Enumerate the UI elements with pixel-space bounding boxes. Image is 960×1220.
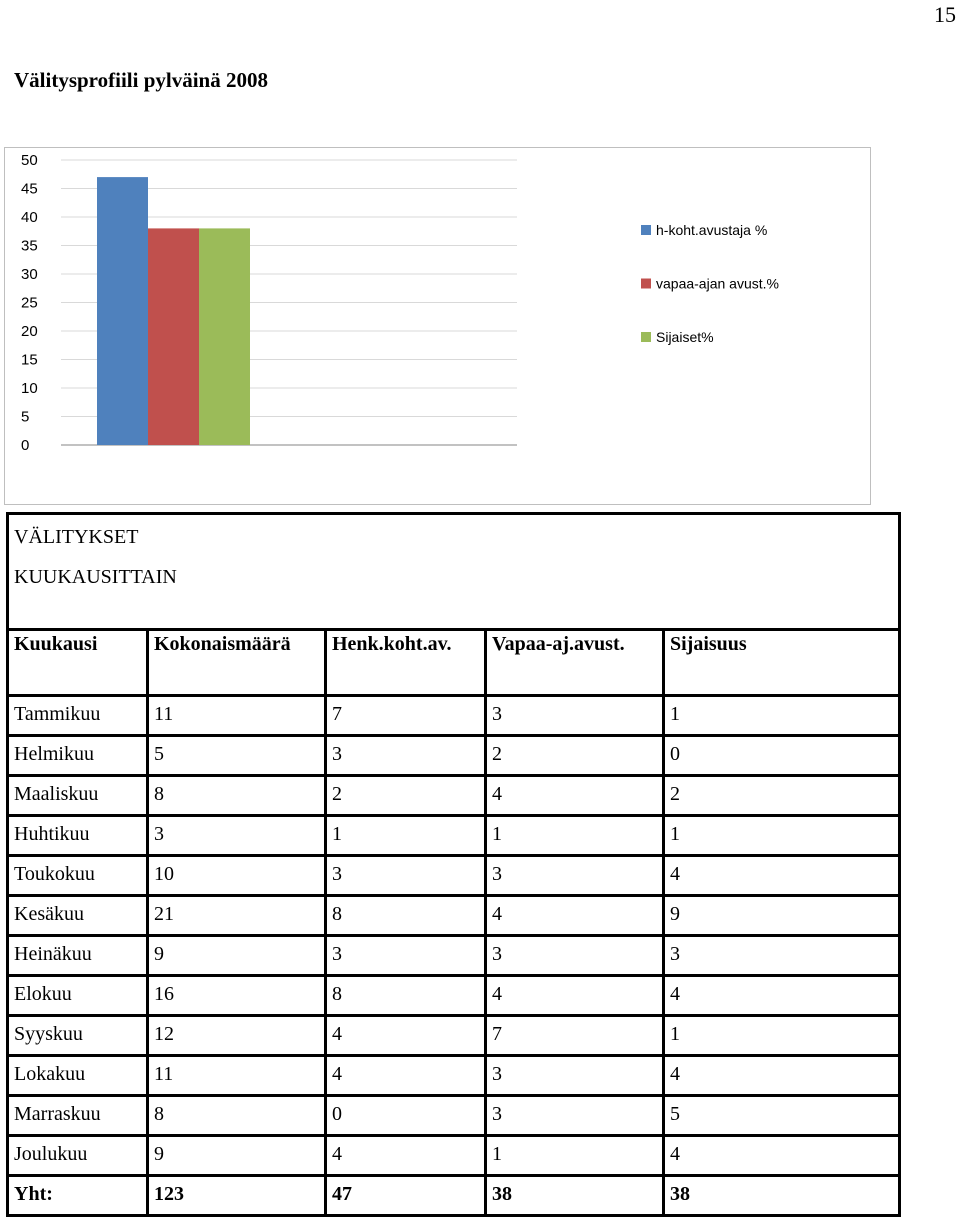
cell-month: Helmikuu: [9, 737, 149, 777]
table-row: [9, 857, 901, 897]
y-tick-label: 10: [21, 380, 38, 397]
cell-total: 8: [149, 1097, 327, 1137]
cell-personal-assistant: 3: [327, 937, 487, 977]
cell-substitute: 9: [665, 897, 901, 937]
cell-personal-assistant: 3: [327, 857, 487, 897]
table-row: [9, 777, 901, 817]
bar-chart: [5, 148, 870, 504]
table-total-row: [9, 1177, 901, 1217]
cell-total: 9: [149, 1137, 327, 1177]
cell-substitute: 5: [665, 1097, 901, 1137]
legend-label-1: h-koht.avustaja %: [656, 222, 768, 238]
y-tick-label: 5: [21, 408, 30, 426]
cell-leisure-assistant: 4: [487, 777, 665, 817]
cell-total: 8: [149, 777, 327, 817]
header-month: Kuukausi: [9, 631, 149, 697]
cell-substitute: 4: [665, 977, 901, 1017]
cell-personal-assistant: 2: [327, 777, 487, 817]
legend-swatch-2: [641, 279, 651, 289]
total-substitute: 38: [665, 1177, 901, 1217]
header-leisure-assistant: Vapaa-aj.avust.: [487, 631, 665, 697]
cell-total: 9: [149, 937, 327, 977]
cell-month: Kesäkuu: [9, 897, 149, 937]
table-title-line2: KUUKAUSITTAIN: [14, 566, 177, 588]
y-tick-label: 20: [21, 323, 38, 340]
cell-month: Lokakuu: [9, 1057, 149, 1097]
cell-total: 3: [149, 817, 327, 857]
cell-personal-assistant: 3: [327, 737, 487, 777]
y-tick-label: 40: [21, 209, 38, 226]
bar-series-2: [148, 228, 199, 445]
cell-leisure-assistant: 3: [487, 857, 665, 897]
legend-swatch-1: [641, 225, 651, 235]
cell-substitute: 2: [665, 777, 901, 817]
cell-personal-assistant: 4: [327, 1057, 487, 1097]
legend-label-3: Sijaiset%: [656, 329, 714, 345]
cell-total: 12: [149, 1017, 327, 1057]
table-title-cell: [9, 515, 901, 631]
legend-swatch-3: [641, 332, 651, 342]
total-label: Yht:: [9, 1177, 149, 1217]
cell-substitute: 1: [665, 817, 901, 857]
table-row: [9, 937, 901, 977]
document-title: Välitysprofiili pylväinä 2008: [14, 68, 268, 92]
bar-chart-frame: [4, 147, 871, 505]
cell-leisure-assistant: 1: [487, 817, 665, 857]
cell-personal-assistant: 4: [327, 1137, 487, 1177]
table-row: [9, 897, 901, 937]
cell-substitute: 1: [665, 1017, 901, 1057]
table-row: [9, 817, 901, 857]
cell-month: Toukokuu: [9, 857, 149, 897]
cell-substitute: 1: [665, 697, 901, 737]
table-row: [9, 697, 901, 737]
table-row: [9, 977, 901, 1017]
cell-leisure-assistant: 7: [487, 1017, 665, 1057]
y-tick-label: 30: [21, 266, 38, 283]
cell-leisure-assistant: 3: [487, 697, 665, 737]
cell-total: 10: [149, 857, 327, 897]
table-row: [9, 1097, 901, 1137]
cell-personal-assistant: 8: [327, 977, 487, 1017]
cell-leisure-assistant: 3: [487, 937, 665, 977]
header-total: Kokonaismäärä: [149, 631, 327, 697]
legend-label-2: vapaa-ajan avust.%: [656, 275, 779, 292]
table-title-row: [9, 515, 901, 631]
y-tick-label: 25: [21, 294, 38, 312]
cell-leisure-assistant: 2: [487, 737, 665, 777]
total-personal-assistant: 47: [327, 1177, 487, 1217]
cell-personal-assistant: 4: [327, 1017, 487, 1057]
bar-series-3: [199, 228, 250, 445]
bar-series-1: [97, 177, 148, 445]
table-row: [9, 1057, 901, 1097]
cell-month: Joulukuu: [9, 1137, 149, 1177]
cell-total: 16: [149, 977, 327, 1017]
table-row: [9, 1017, 901, 1057]
header-personal-assistant: Henk.koht.av.: [327, 631, 487, 697]
cell-total: 11: [149, 697, 327, 737]
cell-month: Heinäkuu: [9, 937, 149, 977]
cell-month: Huhtikuu: [9, 817, 149, 857]
cell-substitute: 4: [665, 857, 901, 897]
cell-leisure-assistant: 3: [487, 1097, 665, 1137]
cell-leisure-assistant: 4: [487, 897, 665, 937]
cell-personal-assistant: 8: [327, 897, 487, 937]
cell-total: 5: [149, 737, 327, 777]
cell-personal-assistant: 0: [327, 1097, 487, 1137]
y-tick-label: 0: [21, 437, 30, 454]
page-number: 15: [934, 2, 956, 27]
cell-month: Elokuu: [9, 977, 149, 1017]
table-row: [9, 1137, 901, 1177]
cell-month: Maaliskuu: [9, 777, 149, 817]
monthly-placements-table: [6, 512, 901, 1217]
y-tick-label: 50: [21, 152, 38, 169]
total-total: 123: [149, 1177, 327, 1217]
cell-personal-assistant: 1: [327, 817, 487, 857]
y-tick-label: 35: [21, 237, 38, 255]
table-header-row: [9, 631, 901, 697]
total-leisure-assistant: 38: [487, 1177, 665, 1217]
header-substitute: Sijaisuus: [665, 631, 901, 697]
table-title-line1: VÄLITYKSET: [14, 526, 139, 548]
cell-substitute: 3: [665, 937, 901, 977]
y-tick-label: 15: [21, 351, 38, 369]
cell-substitute: 4: [665, 1057, 901, 1097]
cell-substitute: 4: [665, 1137, 901, 1177]
cell-substitute: 0: [665, 737, 901, 777]
cell-personal-assistant: 7: [327, 697, 487, 737]
cell-total: 11: [149, 1057, 327, 1097]
cell-month: Marraskuu: [9, 1097, 149, 1137]
y-tick-label: 45: [21, 180, 38, 198]
table-row: [9, 737, 901, 777]
cell-leisure-assistant: 1: [487, 1137, 665, 1177]
cell-month: Syyskuu: [9, 1017, 149, 1057]
cell-total: 21: [149, 897, 327, 937]
cell-leisure-assistant: 4: [487, 977, 665, 1017]
cell-leisure-assistant: 3: [487, 1057, 665, 1097]
cell-month: Tammikuu: [9, 697, 149, 737]
